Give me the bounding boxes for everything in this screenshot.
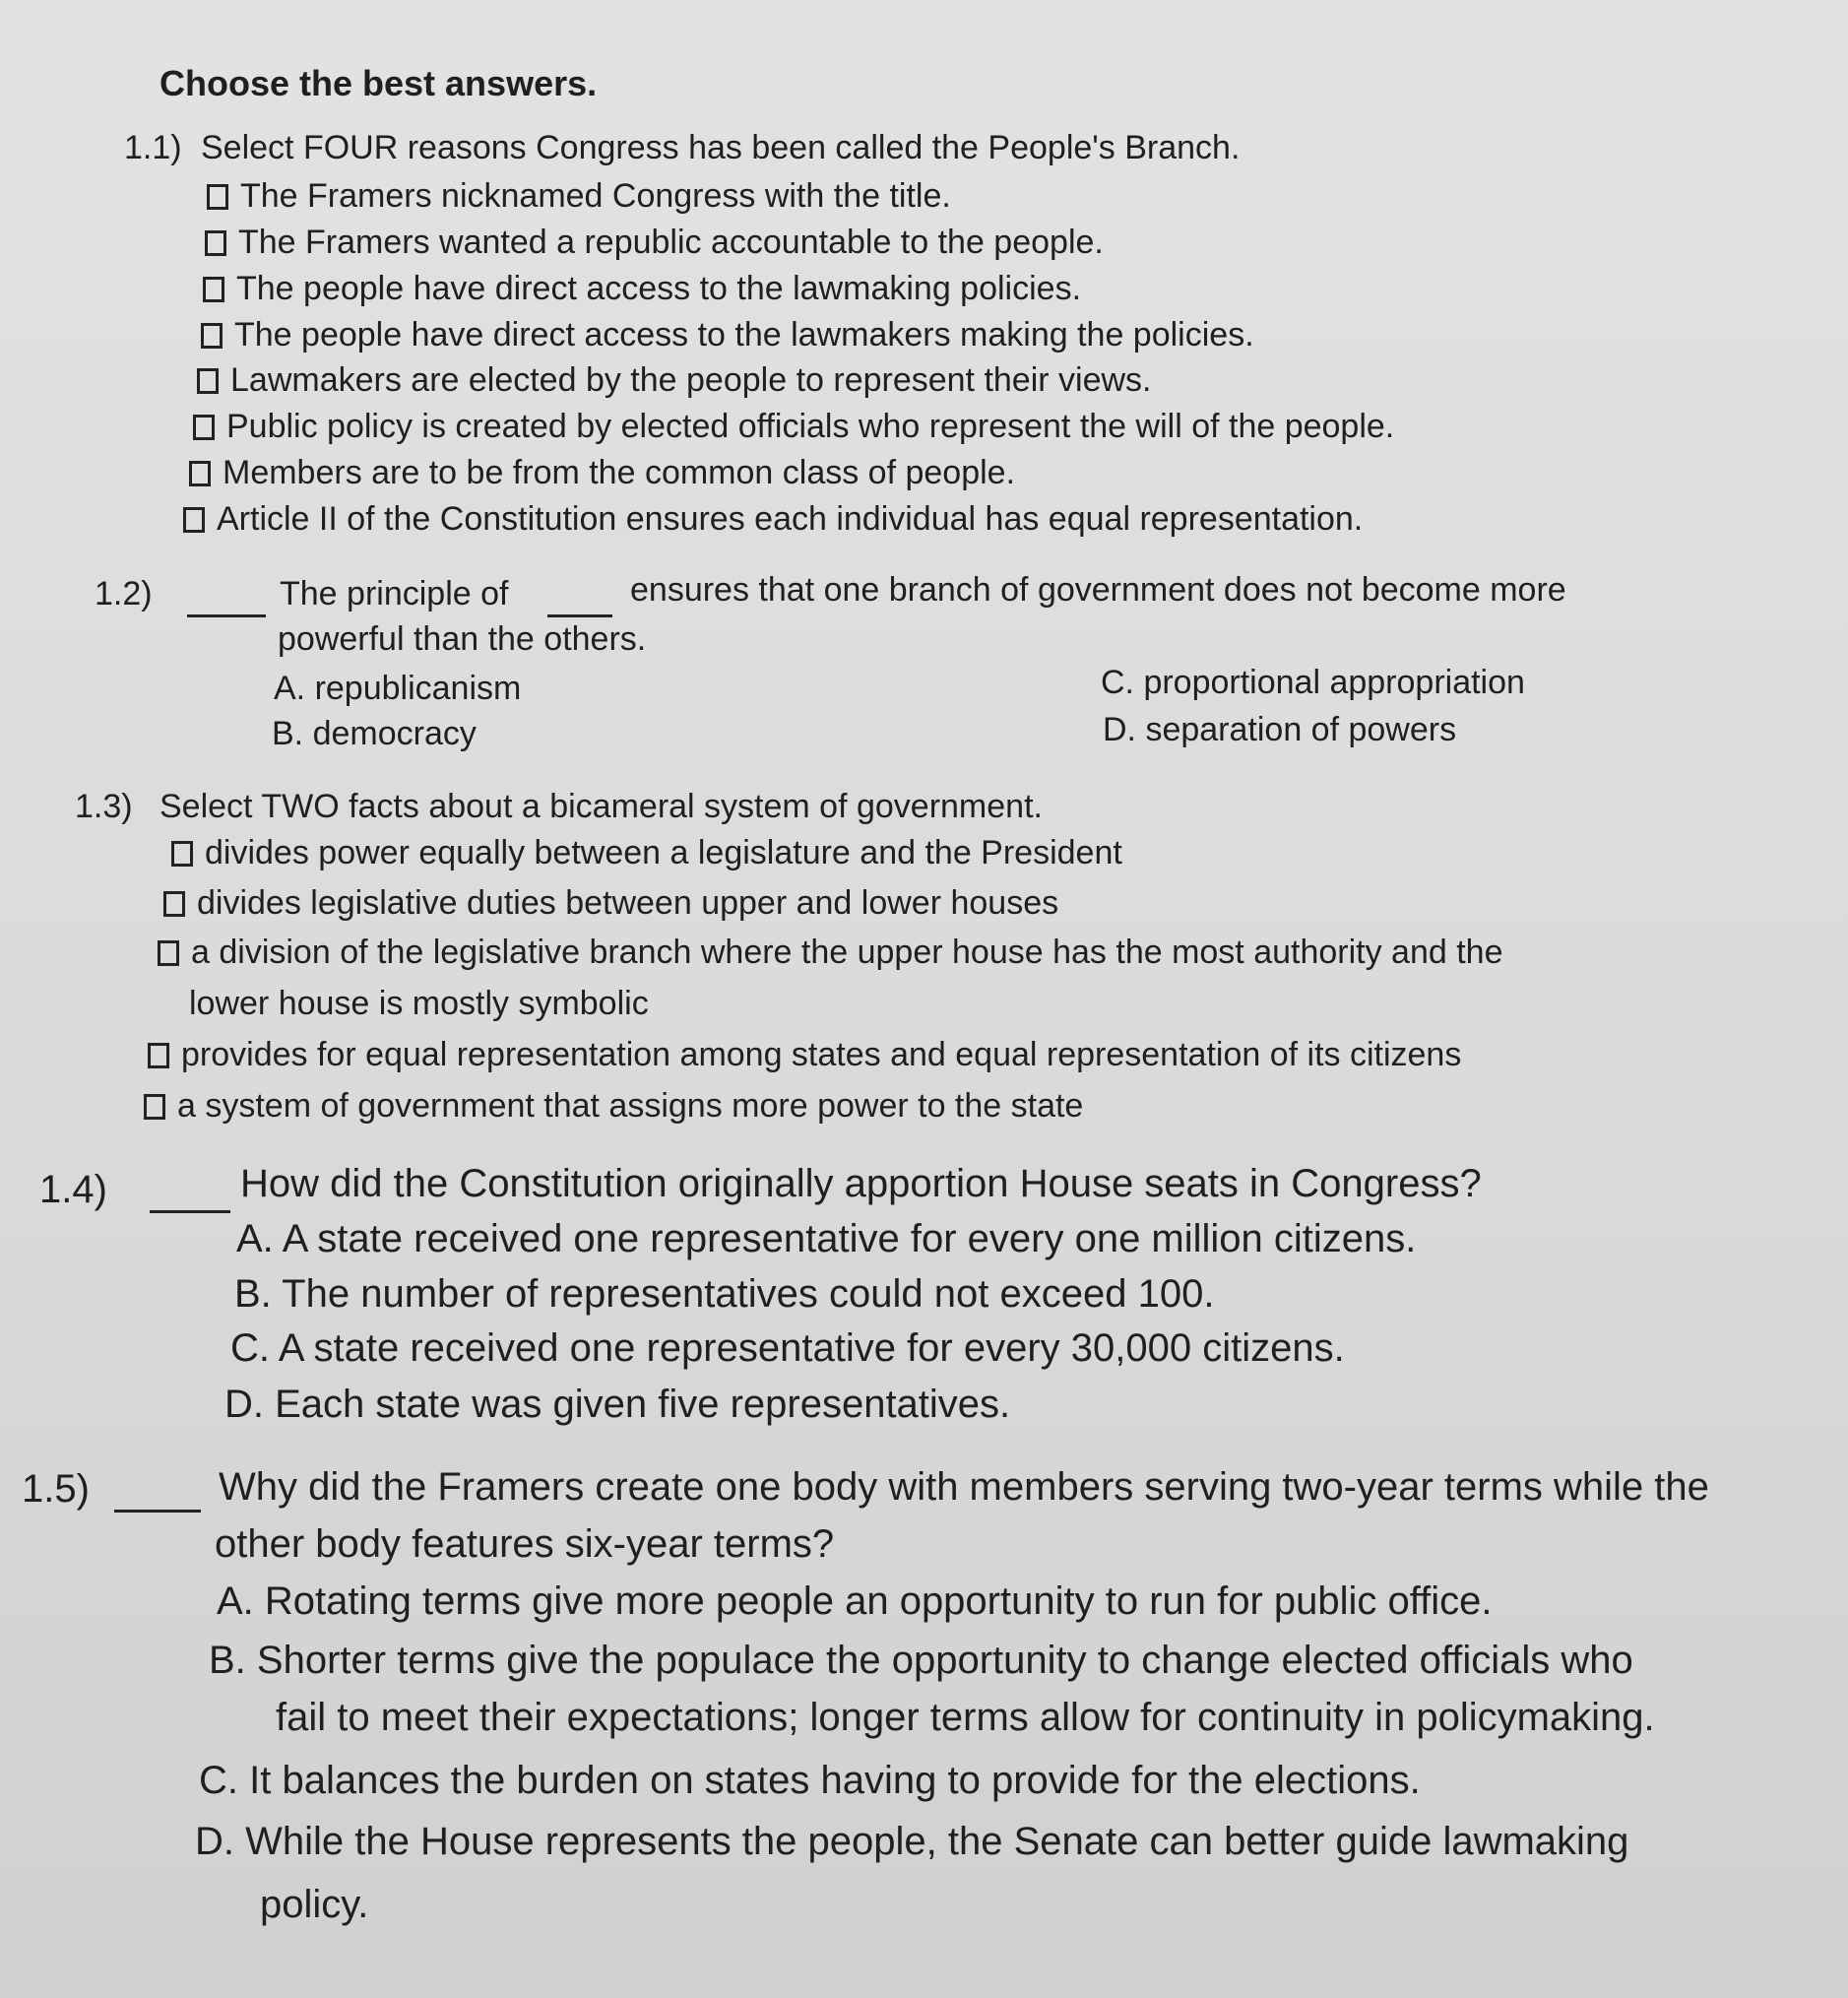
option-text: a system of government that assigns more power to the state — [177, 1087, 1084, 1125]
checkbox-option[interactable] — [207, 177, 951, 216]
option-text: provides for equal representation among states and equal representation of its citizens — [181, 1036, 1462, 1073]
question-prompt-part-1: Why did the Framers create one body with members serving two-year terms while the — [219, 1465, 1709, 1509]
checkbox-option[interactable] — [183, 500, 1363, 539]
checkbox-option[interactable] — [197, 361, 1152, 400]
option-text: divides power equally between a legislature and the President — [205, 834, 1122, 871]
choice-option[interactable]: D. While the House represents the people, the Senate can better guide lawmaking — [195, 1820, 1629, 1863]
checkbox-icon[interactable] — [201, 323, 223, 349]
question-prompt-part-2: ensures that one branch of government does not become more — [630, 571, 1566, 609]
option-text: The Framers wanted a republic accountable to the people. — [238, 224, 1104, 261]
answer-blank[interactable] — [150, 1200, 230, 1218]
option-continuation: fail to meet their expectations; longer terms allow for continuity in policymaking. — [276, 1696, 1655, 1739]
option-text: Lawmakers are elected by the people to represent their views. — [230, 361, 1152, 399]
checkbox-icon[interactable] — [171, 841, 193, 867]
checkbox-icon[interactable] — [189, 461, 211, 486]
checkbox-option[interactable] — [201, 316, 1254, 354]
checkbox-option[interactable] — [158, 934, 1503, 972]
checkbox-icon[interactable] — [207, 184, 228, 210]
checkbox-icon[interactable] — [144, 1094, 165, 1120]
option-text: Members are to be from the common class of people. — [223, 454, 1016, 491]
question-number: 1.3) — [75, 788, 133, 825]
option-text: divides legislative duties between upper and lower houses — [197, 884, 1059, 922]
checkbox-option[interactable] — [203, 270, 1081, 308]
checkbox-option[interactable] — [205, 224, 1104, 262]
checkbox-option[interactable] — [144, 1087, 1083, 1126]
option-continuation: lower house is mostly symbolic — [189, 985, 649, 1022]
question-number: 1.1) — [124, 129, 182, 166]
choice-option[interactable]: A. Rotating terms give more people an opportunity to run for public office. — [217, 1579, 1493, 1623]
question-number: 1.5) — [22, 1467, 90, 1511]
option-text: The people have direct access to the lawmakers making the policies. — [234, 316, 1254, 354]
choice-option[interactable]: C. It balances the burden on states having to provide for the elections. — [199, 1759, 1421, 1802]
checkbox-icon[interactable] — [205, 230, 226, 256]
checkbox-option[interactable] — [171, 834, 1122, 872]
option-text: a division of the legislative branch where the upper house has the most authority and the — [191, 934, 1503, 971]
choice-option[interactable]: C. proportional appropriation — [1101, 664, 1525, 701]
option-text: The people have direct access to the lawmaking policies. — [236, 270, 1082, 307]
choice-option[interactable]: A. A state received one representative for every one million citizens. — [236, 1217, 1417, 1260]
checkbox-option[interactable] — [148, 1036, 1461, 1074]
choice-option[interactable]: C. A state received one representative for every 30,000 citizens. — [230, 1326, 1345, 1370]
question-number: 1.4) — [39, 1168, 107, 1211]
choice-option[interactable]: A. republicanism — [274, 670, 522, 707]
choice-option[interactable]: B. democracy — [272, 715, 477, 752]
question-prompt-part-2: other body features six-year terms? — [215, 1522, 835, 1566]
question-prompt: How did the Constitution originally apportion House seats in Congress? — [240, 1162, 1482, 1205]
checkbox-icon[interactable] — [148, 1043, 169, 1068]
option-text: The Framers nicknamed Congress with the title. — [240, 177, 951, 215]
question-prompt-part-1: The principle of — [280, 575, 509, 612]
page-heading: Choose the best answers. — [159, 63, 598, 103]
checkbox-option[interactable] — [163, 884, 1058, 923]
checkbox-option[interactable] — [189, 454, 1015, 492]
answer-blank[interactable] — [187, 605, 266, 622]
question-prompt: Select FOUR reasons Congress has been called the People's Branch. — [201, 129, 1241, 166]
question-number: 1.2) — [95, 575, 153, 612]
option-text: Public policy is created by elected officials who represent the will of the people. — [226, 408, 1395, 445]
choice-option[interactable]: B. Shorter terms give the populace the opportunity to change elected officials who — [209, 1639, 1633, 1682]
checkbox-icon[interactable] — [193, 415, 215, 440]
choice-option[interactable]: B. The number of representatives could not exceed 100. — [234, 1272, 1215, 1316]
checkbox-icon[interactable] — [183, 507, 205, 533]
question-prompt: Select TWO facts about a bicameral system of government. — [159, 788, 1043, 825]
option-text: Article II of the Constitution ensures each individual has equal representation. — [217, 500, 1364, 538]
choice-option[interactable]: D. separation of powers — [1103, 711, 1457, 748]
answer-blank[interactable] — [114, 1500, 201, 1517]
choice-option[interactable]: D. Each state was given five representatives. — [224, 1383, 1011, 1426]
checkbox-option[interactable] — [193, 408, 1394, 446]
checkbox-icon[interactable] — [197, 368, 219, 394]
option-continuation: policy. — [260, 1883, 369, 1926]
checkbox-icon[interactable] — [203, 277, 224, 302]
question-prompt-part-3: powerful than the others. — [278, 620, 647, 658]
checkbox-icon[interactable] — [163, 891, 185, 917]
checkbox-icon[interactable] — [158, 940, 179, 966]
